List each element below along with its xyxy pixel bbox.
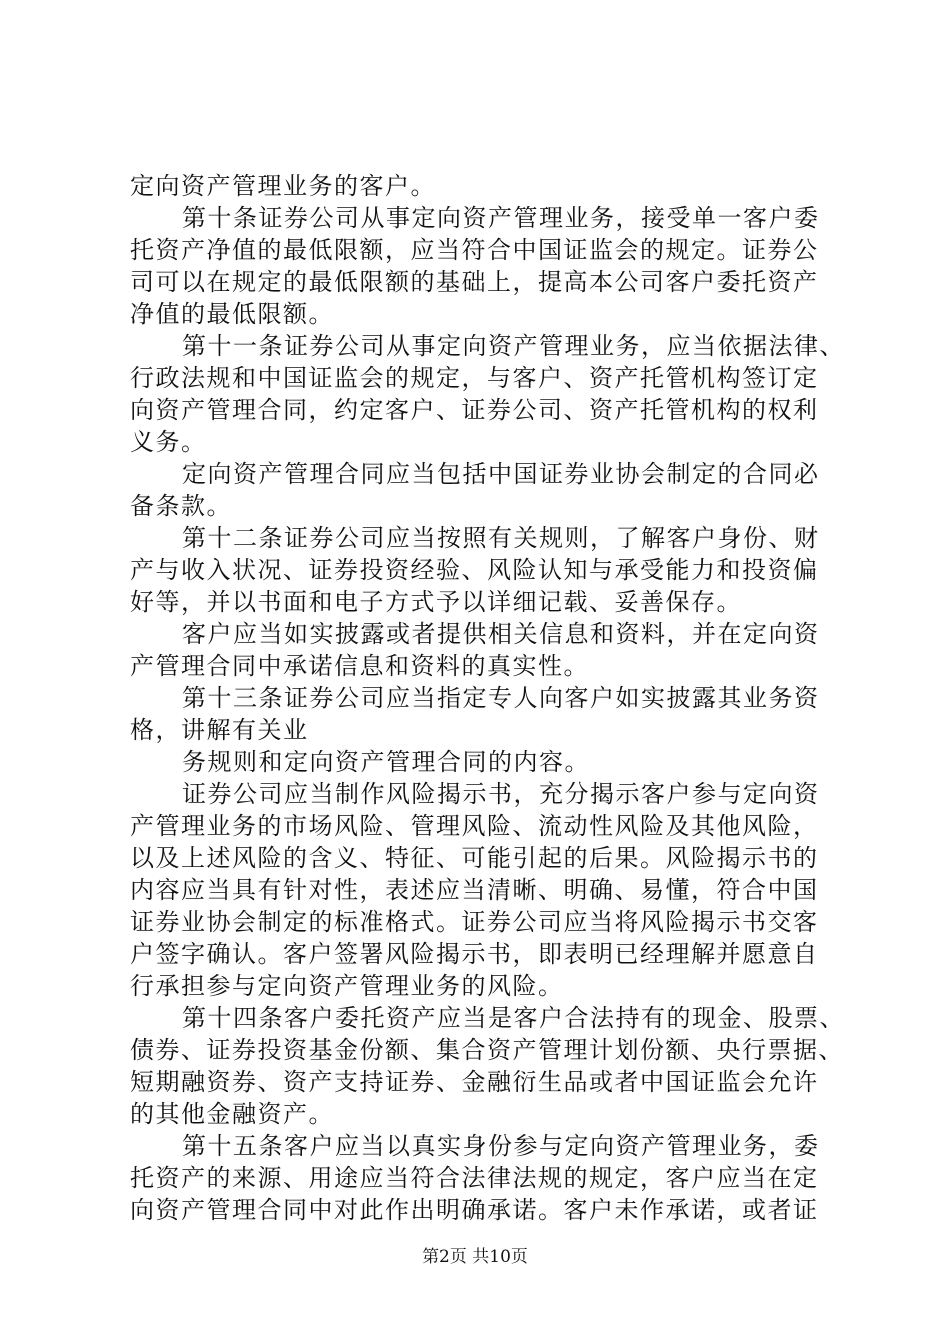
page-footer: 第2页 共10页 xyxy=(422,1247,528,1267)
text-line: 务规则和定向资产管理合同的内容。 xyxy=(182,748,590,776)
text-line: 债券、证券投资基金份额、集合资产管理计划份额、央行票据、 xyxy=(130,1036,844,1064)
text-line: 向资产管理合同，约定客户、证券公司、资产托管机构的权利 xyxy=(130,396,819,424)
text-line: 格，讲解有关业 xyxy=(130,716,309,744)
text-line: 产管理业务的市场风险、管理风险、流动性风险及其他风险， xyxy=(130,812,819,840)
text-line: 客户应当如实披露或者提供相关信息和资料，并在定向资 xyxy=(182,620,820,648)
document-body xyxy=(130,170,845,1226)
text-line: 净值的最低限额。 xyxy=(130,300,334,328)
text-line: 定向资产管理合同应当包括中国证券业协会制定的合同必 xyxy=(182,460,820,488)
text-line: 第十五条客户应当以真实身份参与定向资产管理业务，委 xyxy=(182,1132,820,1160)
text-line: 短期融资券、资产支持证券、金融衍生品或者中国证监会允许 xyxy=(130,1068,819,1096)
text-line: 证券公司应当制作风险揭示书，充分揭示客户参与定向资 xyxy=(182,780,820,808)
text-line: 第十二条证券公司应当按照有关规则，了解客户身份、财 xyxy=(182,524,820,552)
text-line: 托资产净值的最低限额，应当符合中国证监会的规定。证券公 xyxy=(130,236,819,264)
text-line: 司可以在规定的最低限额的基础上，提高本公司客户委托资产 xyxy=(130,268,819,296)
text-line: 好等，并以书面和电子方式予以详细记载、妥善保存。 xyxy=(130,588,742,616)
text-line: 义务。 xyxy=(130,428,207,456)
text-line: 内容应当具有针对性，表述应当清晰、明确、易懂，符合中国 xyxy=(130,876,819,904)
text-line: 向资产管理合同中对此作出明确承诺。客户未作承诺，或者证 xyxy=(130,1196,819,1224)
text-line: 行政法规和中国证监会的规定，与客户、资产托管机构签订定 xyxy=(130,364,819,392)
text-line: 第十四条客户委托资产应当是客户合法持有的现金、股票、 xyxy=(182,1004,845,1032)
text-line: 第十三条证券公司应当指定专人向客户如实披露其业务资 xyxy=(182,684,820,712)
text-line: 证券业协会制定的标准格式。证券公司应当将风险揭示书交客 xyxy=(130,908,819,936)
text-line: 以及上述风险的含义、特征、可能引起的后果。风险揭示书的 xyxy=(130,844,819,872)
text-line: 户签字确认。客户签署风险揭示书，即表明已经理解并愿意自 xyxy=(130,940,819,968)
text-line: 托资产的来源、用途应当符合法律法规的规定，客户应当在定 xyxy=(130,1164,819,1192)
text-line: 的其他金融资产。 xyxy=(130,1100,334,1128)
text-line: 产与收入状况、证券投资经验、风险认知与承受能力和投资偏 xyxy=(130,556,819,584)
text-line: 产管理合同中承诺信息和资料的真实性。 xyxy=(130,652,589,680)
text-line: 第十一条证券公司从事定向资产管理业务，应当依据法律、 xyxy=(182,332,845,360)
text-line: 定向资产管理业务的客户。 xyxy=(130,172,436,200)
text-line: 第十条证券公司从事定向资产管理业务，接受单一客户委 xyxy=(182,204,820,232)
text-line: 备条款。 xyxy=(130,492,232,520)
text-line: 行承担参与定向资产管理业务的风险。 xyxy=(130,972,564,1000)
